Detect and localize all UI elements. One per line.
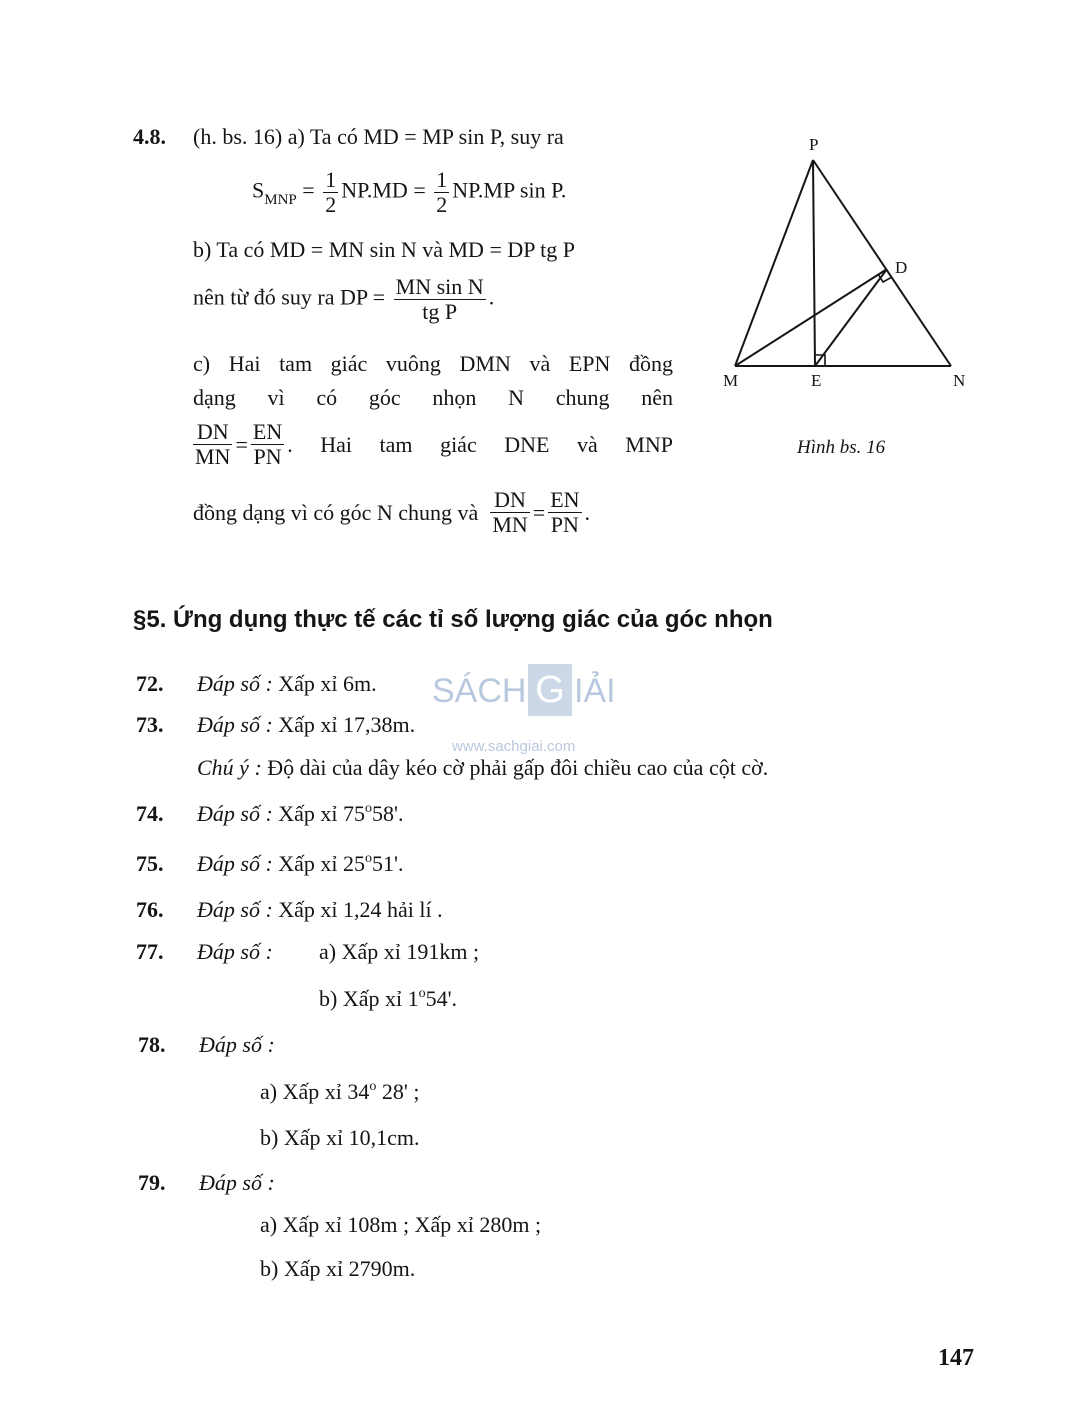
area-formula (252, 168, 566, 217)
answer-73: Đáp số : Xấp xỉ 17,38m. (197, 712, 416, 737)
problem-intro: (h. bs. 16) a) Ta có MD = MP sin P, suy ra (193, 124, 564, 149)
dn-mn-fraction-2: $\frac{DN}{MN}$ (492, 487, 528, 538)
watermark-right: IẢI (574, 672, 616, 710)
equals-sign: = (302, 177, 315, 203)
answer-77-b: b) Xấp xỉ 1$^o$54'. (319, 986, 458, 1011)
altitude-pe (813, 160, 815, 366)
section-title: §5. Ứng dụng thực tế các tỉ số lượng giác của góc nhọn (133, 606, 773, 633)
side-mp (735, 160, 813, 366)
label-d: D (895, 258, 908, 277)
answer-number-72: 72. (136, 671, 164, 696)
answer-77-a: a) Xấp xỉ 191km ; (319, 939, 480, 964)
answer-78-b: b) Xấp xỉ 10,1cm. (260, 1125, 420, 1150)
answer-79-a: a) Xấp xỉ 108m ; Xấp xỉ 280m ; (260, 1212, 542, 1237)
half-fraction: $\frac{1}{2}$ (325, 167, 337, 218)
answer-number-79: 79. (138, 1170, 166, 1195)
part-b-line1: b) Ta có MD = MN sin N và MD = DP tg P (193, 237, 576, 262)
triangle-figure (715, 130, 985, 400)
watermark-url: www.sachgiai.com (452, 738, 576, 755)
area-middle: NP.MD = (341, 177, 426, 203)
watermark-box: G (528, 664, 572, 716)
label-e: E (811, 371, 822, 390)
part-c-line2: dạng vì có góc nhọn N chung nên (193, 385, 673, 410)
answer-79-b: b) Xấp xỉ 2790m. (260, 1256, 416, 1281)
part-c-line3: . Hai tam giác DNE và MNP (287, 431, 673, 457)
answer-75: Đáp số : Xấp xỉ 25$^o$51'. (197, 851, 404, 876)
part-b-line2: nên từ đó suy ra DP = (193, 284, 386, 310)
answer-number-76: 76. (136, 897, 164, 922)
part-c-line4: đồng dạng vì có góc N chung và (193, 499, 479, 525)
answer-number-77: 77. (136, 939, 164, 964)
note: Chú ý : Độ dài của dây kéo cờ phải gấp đôi chiều cao của cột cờ. (197, 755, 769, 780)
page-number: 147 (938, 1345, 974, 1371)
area-symbol: S (252, 177, 265, 203)
answer-76: Đáp số : Xấp xỉ 1,24 hải lí . (197, 897, 443, 922)
answer-number-78: 78. (138, 1032, 166, 1057)
answer-78-a: a) Xấp xỉ 34$^o$ 28' ; (260, 1079, 420, 1104)
area-end: NP.MP sin P. (452, 177, 567, 203)
segment-ed (815, 269, 887, 366)
en-pn-fraction: $\frac{EN}{PN}$ (252, 419, 283, 470)
dp-fraction: $\frac{\text{MN sin N}}{\text{tg P}}$ (395, 274, 484, 325)
watermark-left: SÁCH (432, 672, 527, 710)
side-pn (813, 160, 951, 366)
problem-number: 4.8. (133, 124, 166, 149)
label-m: M (723, 371, 739, 390)
label-p: P (809, 135, 819, 154)
answer-78-label: Đáp số : (199, 1032, 275, 1057)
answer-74: Đáp số : Xấp xỉ 75$^o$58'. (197, 801, 404, 826)
segment-md (735, 269, 887, 366)
conclusion-line: đồng dạng vì có góc N chung và $\frac{DN}{MN}$ = $\frac{EN}{PN}$ . (193, 487, 591, 538)
answer-72: Đáp số : Xấp xỉ 6m. (197, 671, 377, 696)
label-n: N (953, 371, 966, 390)
answer-79-label: Đáp số : (199, 1170, 275, 1195)
answer-number-74: 74. (136, 801, 164, 826)
answer-number-75: 75. (136, 851, 164, 876)
en-pn-fraction-2: $\frac{EN}{PN}$ (550, 487, 580, 538)
answer-number-73: 73. (136, 712, 164, 737)
figure-caption: Hình bs. 16 (797, 437, 886, 458)
dp-formula: nên từ đó suy ra DP = $\frac{\text{MN sin N}}{\text{tg P}}$ . (193, 274, 495, 325)
area-subscript: MNP (264, 191, 297, 208)
half-fraction-2: $\frac{1}{2}$ (436, 167, 448, 218)
answer-77-label: Đáp số : (197, 939, 273, 964)
ratio-line: $\frac{DN}{MN}$ = $\frac{EN}{PN}$ . Hai tam giác DNE và MNP (195, 419, 673, 470)
part-c-line1: c) Hai tam giác vuông DMN và EPN đồng (193, 351, 673, 376)
dn-mn-fraction: $\frac{DN}{MN}$ (195, 419, 231, 470)
